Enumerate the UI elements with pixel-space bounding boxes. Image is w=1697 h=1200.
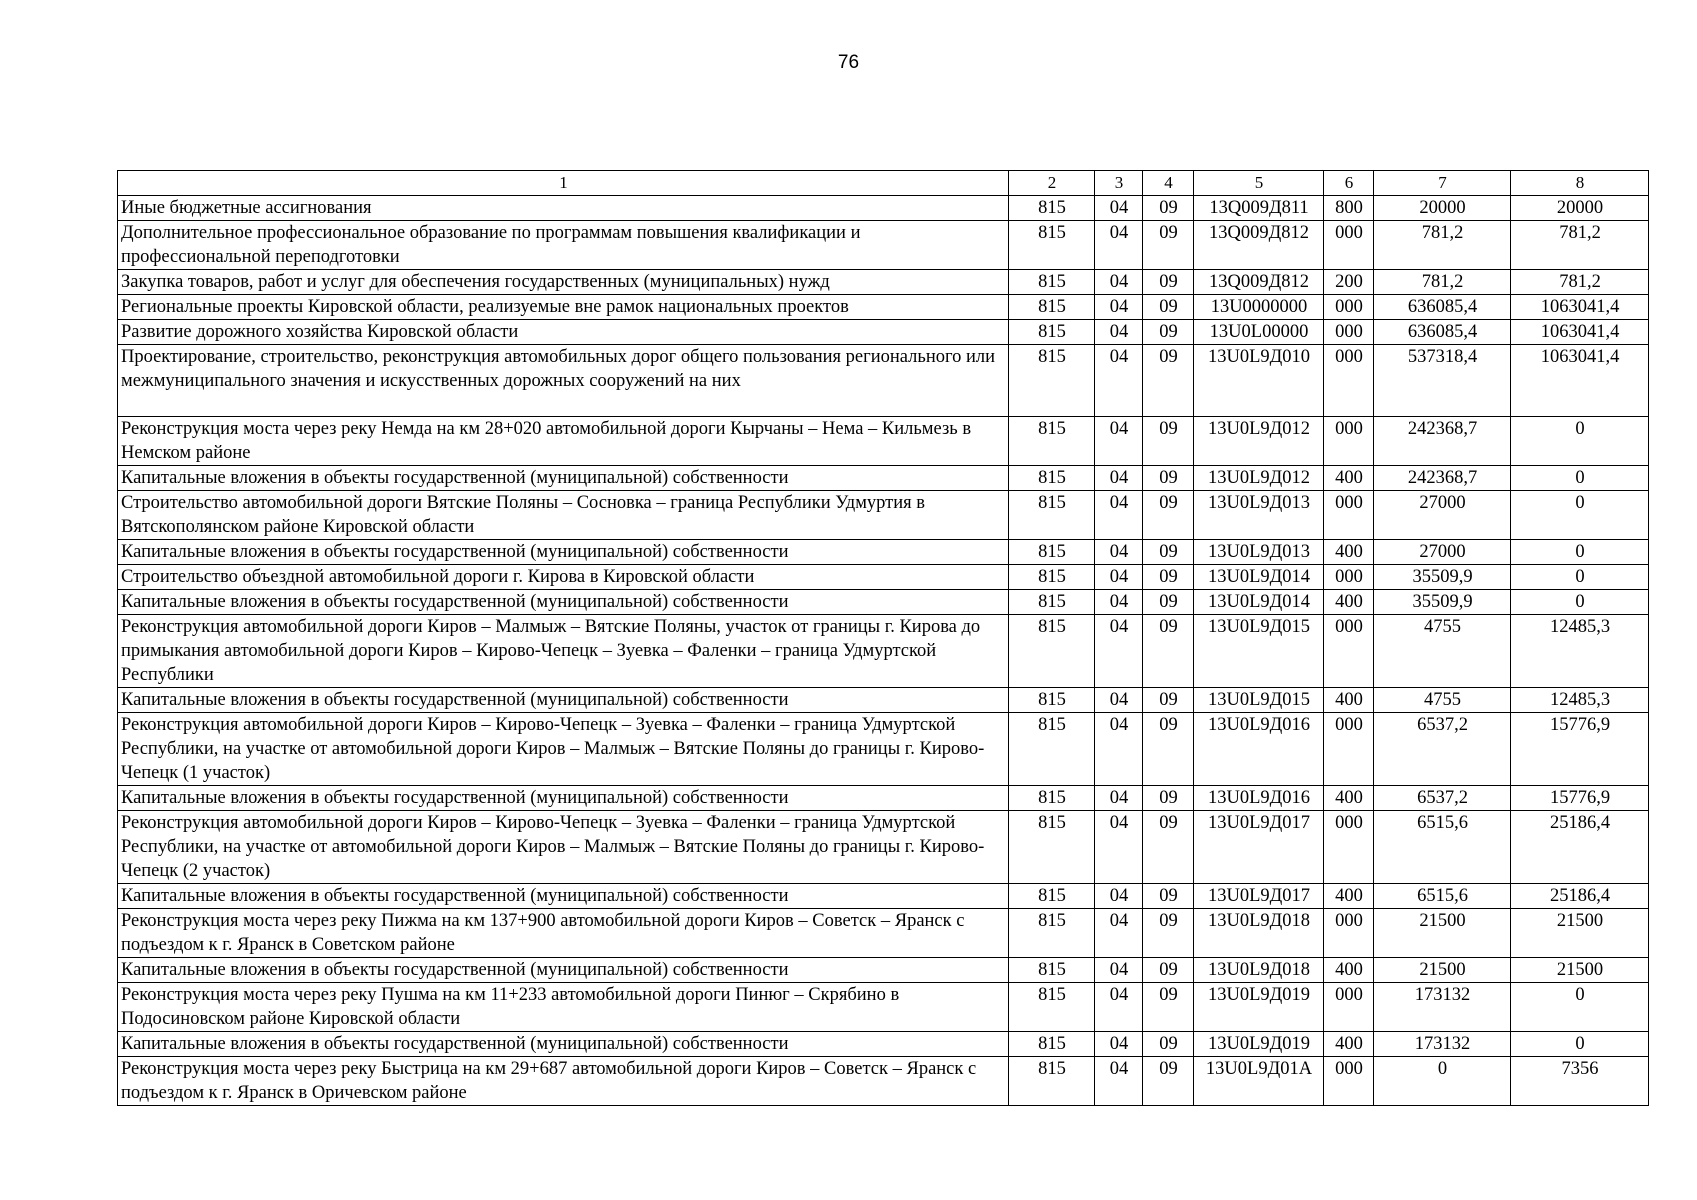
- cell-expense-type: 400: [1324, 884, 1374, 909]
- cell-section: 04: [1095, 884, 1143, 909]
- cell-subsection: 09: [1143, 491, 1194, 540]
- table-row: [118, 1032, 1649, 1057]
- cell-target-article: 13Q009Д812: [1194, 270, 1324, 295]
- cell-expense-type: 000: [1324, 811, 1374, 884]
- column-header: 2: [1009, 171, 1095, 196]
- cell-section: 04: [1095, 295, 1143, 320]
- cell-admin-code: 815: [1009, 713, 1095, 786]
- table-row: [118, 565, 1649, 590]
- cell-amount-year-1: 636085,4: [1374, 295, 1511, 320]
- cell-amount-year-1: 6515,6: [1374, 811, 1511, 884]
- cell-section: 04: [1095, 615, 1143, 688]
- cell-amount-year-2: 12485,3: [1511, 615, 1649, 688]
- cell-subsection: 09: [1143, 958, 1194, 983]
- cell-target-article: 13U0L9Д018: [1194, 958, 1324, 983]
- cell-amount-year-1: 6537,2: [1374, 786, 1511, 811]
- table-row: [118, 270, 1649, 295]
- cell-target-article: 13Q009Д812: [1194, 221, 1324, 270]
- cell-target-article: 13U0L9Д017: [1194, 811, 1324, 884]
- cell-target-article: 13U0L9Д018: [1194, 909, 1324, 958]
- cell-target-article: 13U0L9Д013: [1194, 491, 1324, 540]
- cell-amount-year-2: 25186,4: [1511, 811, 1649, 884]
- cell-amount-year-2: 15776,9: [1511, 786, 1649, 811]
- table-row: [118, 909, 1649, 958]
- cell-expense-type: 000: [1324, 295, 1374, 320]
- cell-section: 04: [1095, 417, 1143, 466]
- cell-section: 04: [1095, 196, 1143, 221]
- cell-admin-code: 815: [1009, 615, 1095, 688]
- cell-amount-year-1: 4755: [1374, 615, 1511, 688]
- column-header: 3: [1095, 171, 1143, 196]
- cell-expense-type: 400: [1324, 1032, 1374, 1057]
- cell-amount-year-1: 35509,9: [1374, 565, 1511, 590]
- cell-admin-code: 815: [1009, 1032, 1095, 1057]
- header-row: [118, 171, 1649, 196]
- cell-amount-year-1: 6537,2: [1374, 713, 1511, 786]
- cell-amount-year-2: 25186,4: [1511, 884, 1649, 909]
- cell-amount-year-1: 4755: [1374, 688, 1511, 713]
- table-row: [118, 466, 1649, 491]
- cell-amount-year-2: 12485,3: [1511, 688, 1649, 713]
- cell-target-article: 13U0L9Д01А: [1194, 1057, 1324, 1106]
- cell-target-article: 13U0L9Д013: [1194, 540, 1324, 565]
- cell-subsection: 09: [1143, 320, 1194, 345]
- row-name: Дополнительное профессиональное образование по программам повышения квалификации и профессиональной переподготовки: [118, 221, 1009, 270]
- table-row: [118, 983, 1649, 1032]
- cell-subsection: 09: [1143, 1057, 1194, 1106]
- column-header: 5: [1194, 171, 1324, 196]
- cell-admin-code: 815: [1009, 909, 1095, 958]
- row-name: Капитальные вложения в объекты государственной (муниципальной) собственности: [118, 958, 1009, 983]
- row-name: Строительство автомобильной дороги Вятские Поляны – Сосновка – граница Республики Удмуртия в Вятскополянском районе Кировской области: [118, 491, 1009, 540]
- table-row: [118, 417, 1649, 466]
- budget-table: [117, 170, 1649, 1106]
- cell-target-article: 13U0L9Д014: [1194, 590, 1324, 615]
- table-row: [118, 221, 1649, 270]
- table-row: [118, 1057, 1649, 1106]
- table-row: [118, 688, 1649, 713]
- table-row: [118, 345, 1649, 417]
- table-row: [118, 958, 1649, 983]
- cell-expense-type: 000: [1324, 491, 1374, 540]
- column-header: 4: [1143, 171, 1194, 196]
- cell-target-article: 13U0000000: [1194, 295, 1324, 320]
- row-name: Закупка товаров, работ и услуг для обеспечения государственных (муниципальных) нужд: [118, 270, 1009, 295]
- cell-target-article: 13U0L9Д016: [1194, 713, 1324, 786]
- cell-expense-type: 800: [1324, 196, 1374, 221]
- column-header: 8: [1511, 171, 1649, 196]
- cell-amount-year-2: 7356: [1511, 1057, 1649, 1106]
- cell-amount-year-1: 35509,9: [1374, 590, 1511, 615]
- row-name: Реконструкция моста через реку Пушма на км 11+233 автомобильной дороги Пинюг – Скрябино в Подосиновском районе Кировской области: [118, 983, 1009, 1032]
- cell-subsection: 09: [1143, 688, 1194, 713]
- cell-admin-code: 815: [1009, 688, 1095, 713]
- cell-admin-code: 815: [1009, 221, 1095, 270]
- table-row: [118, 295, 1649, 320]
- cell-target-article: 13U0L9Д012: [1194, 466, 1324, 491]
- cell-target-article: 13U0L9Д015: [1194, 688, 1324, 713]
- cell-section: 04: [1095, 713, 1143, 786]
- cell-subsection: 09: [1143, 590, 1194, 615]
- cell-amount-year-2: 781,2: [1511, 270, 1649, 295]
- table-row: [118, 196, 1649, 221]
- cell-admin-code: 815: [1009, 491, 1095, 540]
- cell-amount-year-1: 6515,6: [1374, 884, 1511, 909]
- cell-admin-code: 815: [1009, 958, 1095, 983]
- cell-expense-type: 400: [1324, 688, 1374, 713]
- cell-expense-type: 000: [1324, 713, 1374, 786]
- cell-section: 04: [1095, 565, 1143, 590]
- row-name: Строительство объездной автомобильной дороги г. Кирова в Кировской области: [118, 565, 1009, 590]
- cell-subsection: 09: [1143, 786, 1194, 811]
- cell-section: 04: [1095, 345, 1143, 417]
- cell-amount-year-2: 0: [1511, 466, 1649, 491]
- cell-admin-code: 815: [1009, 295, 1095, 320]
- cell-section: 04: [1095, 270, 1143, 295]
- cell-expense-type: 000: [1324, 417, 1374, 466]
- cell-expense-type: 400: [1324, 590, 1374, 615]
- cell-admin-code: 815: [1009, 466, 1095, 491]
- row-name: Капитальные вложения в объекты государственной (муниципальной) собственности: [118, 884, 1009, 909]
- cell-expense-type: 000: [1324, 345, 1374, 417]
- cell-amount-year-2: 1063041,4: [1511, 295, 1649, 320]
- cell-expense-type: 000: [1324, 1057, 1374, 1106]
- cell-section: 04: [1095, 1032, 1143, 1057]
- cell-subsection: 09: [1143, 417, 1194, 466]
- cell-subsection: 09: [1143, 345, 1194, 417]
- cell-amount-year-2: 1063041,4: [1511, 320, 1649, 345]
- cell-section: 04: [1095, 786, 1143, 811]
- cell-admin-code: 815: [1009, 811, 1095, 884]
- cell-amount-year-2: 15776,9: [1511, 713, 1649, 786]
- cell-expense-type: 000: [1324, 221, 1374, 270]
- cell-subsection: 09: [1143, 565, 1194, 590]
- row-name: Капитальные вложения в объекты государственной (муниципальной) собственности: [118, 466, 1009, 491]
- cell-subsection: 09: [1143, 615, 1194, 688]
- column-header: 1: [118, 171, 1009, 196]
- cell-section: 04: [1095, 1057, 1143, 1106]
- cell-expense-type: 200: [1324, 270, 1374, 295]
- cell-target-article: 13U0L9Д019: [1194, 1032, 1324, 1057]
- cell-amount-year-1: 27000: [1374, 540, 1511, 565]
- cell-amount-year-2: 1063041,4: [1511, 345, 1649, 417]
- table-row: [118, 590, 1649, 615]
- table-row: [118, 713, 1649, 786]
- cell-subsection: 09: [1143, 983, 1194, 1032]
- column-header: 7: [1374, 171, 1511, 196]
- cell-target-article: 13U0L9Д016: [1194, 786, 1324, 811]
- cell-section: 04: [1095, 491, 1143, 540]
- cell-section: 04: [1095, 958, 1143, 983]
- cell-admin-code: 815: [1009, 540, 1095, 565]
- row-name: Реконструкция моста через реку Быстрица на км 29+687 автомобильной дороги Киров – Советск – Яранск с подъездом к г. Яранск в Оричевском районе: [118, 1057, 1009, 1106]
- cell-amount-year-2: 21500: [1511, 909, 1649, 958]
- cell-subsection: 09: [1143, 221, 1194, 270]
- cell-amount-year-1: 173132: [1374, 1032, 1511, 1057]
- cell-section: 04: [1095, 320, 1143, 345]
- cell-admin-code: 815: [1009, 983, 1095, 1032]
- cell-amount-year-1: 173132: [1374, 983, 1511, 1032]
- cell-amount-year-1: 537318,4: [1374, 345, 1511, 417]
- cell-amount-year-2: 20000: [1511, 196, 1649, 221]
- cell-section: 04: [1095, 811, 1143, 884]
- cell-amount-year-2: 0: [1511, 565, 1649, 590]
- cell-target-article: 13U0L9Д010: [1194, 345, 1324, 417]
- row-name: Проектирование, строительство, реконструкция автомобильных дорог общего пользования регионального или межмуниципального значения и искусственных дорожных сооружений на них: [118, 345, 1009, 417]
- cell-amount-year-1: 781,2: [1374, 221, 1511, 270]
- cell-target-article: 13U0L9Д014: [1194, 565, 1324, 590]
- cell-amount-year-1: 636085,4: [1374, 320, 1511, 345]
- cell-subsection: 09: [1143, 466, 1194, 491]
- table-body: [118, 196, 1649, 1106]
- cell-subsection: 09: [1143, 884, 1194, 909]
- cell-section: 04: [1095, 590, 1143, 615]
- cell-expense-type: 400: [1324, 786, 1374, 811]
- row-name: Капитальные вложения в объекты государственной (муниципальной) собственности: [118, 1032, 1009, 1057]
- cell-subsection: 09: [1143, 713, 1194, 786]
- cell-amount-year-1: 21500: [1374, 958, 1511, 983]
- cell-target-article: 13U0L00000: [1194, 320, 1324, 345]
- row-name: Реконструкция автомобильной дороги Киров – Кирово-Чепецк – Зуевка – Фаленки – граница Удмуртской Республики, на участке от автомобильной дороги Киров – Малмыж – Вятские Поляны до границы г. Кирово-Чепецк (2 участок): [118, 811, 1009, 884]
- row-name: Реконструкция автомобильной дороги Киров – Кирово-Чепецк – Зуевка – Фаленки – граница Удмуртской Республики, на участке от автомобильной дороги Киров – Малмыж – Вятские Поляны до границы г. Кирово-Чепецк (1 участок): [118, 713, 1009, 786]
- column-header: 6: [1324, 171, 1374, 196]
- row-name: Реконструкция моста через реку Немда на км 28+020 автомобильной дороги Кырчаны – Нема – Кильмезь в Немском районе: [118, 417, 1009, 466]
- table-row: [118, 540, 1649, 565]
- cell-amount-year-2: 0: [1511, 491, 1649, 540]
- table-row: [118, 320, 1649, 345]
- table-row: [118, 786, 1649, 811]
- cell-section: 04: [1095, 688, 1143, 713]
- cell-amount-year-2: 0: [1511, 1032, 1649, 1057]
- cell-subsection: 09: [1143, 295, 1194, 320]
- cell-admin-code: 815: [1009, 565, 1095, 590]
- cell-admin-code: 815: [1009, 786, 1095, 811]
- cell-subsection: 09: [1143, 909, 1194, 958]
- cell-section: 04: [1095, 221, 1143, 270]
- cell-admin-code: 815: [1009, 270, 1095, 295]
- table-row: [118, 491, 1649, 540]
- cell-admin-code: 815: [1009, 590, 1095, 615]
- cell-admin-code: 815: [1009, 1057, 1095, 1106]
- cell-amount-year-2: 0: [1511, 540, 1649, 565]
- cell-expense-type: 000: [1324, 565, 1374, 590]
- row-name: Капитальные вложения в объекты государственной (муниципальной) собственности: [118, 590, 1009, 615]
- cell-amount-year-1: 781,2: [1374, 270, 1511, 295]
- cell-amount-year-1: 242368,7: [1374, 417, 1511, 466]
- row-name: Региональные проекты Кировской области, реализуемые вне рамок национальных проектов: [118, 295, 1009, 320]
- cell-amount-year-2: 781,2: [1511, 221, 1649, 270]
- cell-expense-type: 000: [1324, 320, 1374, 345]
- cell-subsection: 09: [1143, 811, 1194, 884]
- cell-expense-type: 000: [1324, 983, 1374, 1032]
- row-name: Реконструкция моста через реку Пижма на км 137+900 автомобильной дороги Киров – Советск – Яранск с подъездом к г. Яранск в Советском районе: [118, 909, 1009, 958]
- row-name: Капитальные вложения в объекты государственной (муниципальной) собственности: [118, 540, 1009, 565]
- cell-subsection: 09: [1143, 196, 1194, 221]
- cell-expense-type: 000: [1324, 615, 1374, 688]
- row-name: Капитальные вложения в объекты государственной (муниципальной) собственности: [118, 786, 1009, 811]
- cell-target-article: 13Q009Д811: [1194, 196, 1324, 221]
- cell-target-article: 13U0L9Д019: [1194, 983, 1324, 1032]
- cell-subsection: 09: [1143, 540, 1194, 565]
- page-number: 76: [837, 52, 860, 73]
- cell-expense-type: 400: [1324, 466, 1374, 491]
- row-name: Реконструкция автомобильной дороги Киров – Малмыж – Вятские Поляны, участок от границы г. Кирова до примыкания автомобильной дороги Киров – Кирово-Чепецк – Зуевка – Фаленки – граница Удмуртской Республики: [118, 615, 1009, 688]
- cell-target-article: 13U0L9Д017: [1194, 884, 1324, 909]
- table-row: [118, 615, 1649, 688]
- row-name: Капитальные вложения в объекты государственной (муниципальной) собственности: [118, 688, 1009, 713]
- cell-admin-code: 815: [1009, 884, 1095, 909]
- cell-section: 04: [1095, 909, 1143, 958]
- cell-admin-code: 815: [1009, 320, 1095, 345]
- cell-subsection: 09: [1143, 1032, 1194, 1057]
- table-row: [118, 811, 1649, 884]
- row-name: Развитие дорожного хозяйства Кировской области: [118, 320, 1009, 345]
- cell-target-article: 13U0L9Д015: [1194, 615, 1324, 688]
- cell-section: 04: [1095, 466, 1143, 491]
- cell-expense-type: 400: [1324, 540, 1374, 565]
- table-row: [118, 884, 1649, 909]
- cell-section: 04: [1095, 983, 1143, 1032]
- cell-amount-year-2: 0: [1511, 983, 1649, 1032]
- cell-amount-year-2: 21500: [1511, 958, 1649, 983]
- cell-amount-year-1: 242368,7: [1374, 466, 1511, 491]
- cell-admin-code: 815: [1009, 196, 1095, 221]
- cell-amount-year-1: 0: [1374, 1057, 1511, 1106]
- row-name: Иные бюджетные ассигнования: [118, 196, 1009, 221]
- cell-amount-year-1: 27000: [1374, 491, 1511, 540]
- cell-amount-year-2: 0: [1511, 417, 1649, 466]
- cell-target-article: 13U0L9Д012: [1194, 417, 1324, 466]
- cell-admin-code: 815: [1009, 417, 1095, 466]
- cell-section: 04: [1095, 540, 1143, 565]
- cell-expense-type: 400: [1324, 958, 1374, 983]
- cell-expense-type: 000: [1324, 909, 1374, 958]
- cell-amount-year-1: 21500: [1374, 909, 1511, 958]
- cell-admin-code: 815: [1009, 345, 1095, 417]
- cell-amount-year-2: 0: [1511, 590, 1649, 615]
- cell-amount-year-1: 20000: [1374, 196, 1511, 221]
- cell-subsection: 09: [1143, 270, 1194, 295]
